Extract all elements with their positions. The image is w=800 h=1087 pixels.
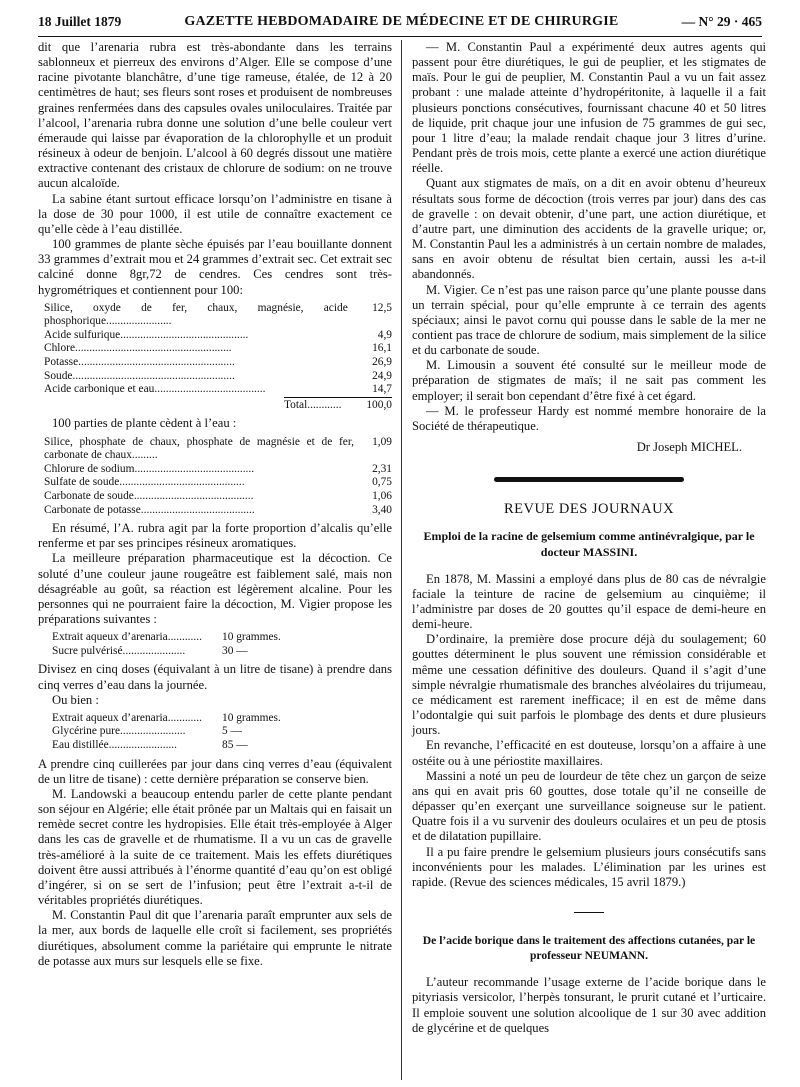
row-label: Silice, phosphate de chaux, phosphate de magnésie et de fer, carbonate de chaux......... bbox=[44, 435, 355, 462]
paragraph: L’auteur recommande l’usage externe de l’acide borique dans le pityriasis versicolor, l’herpès tonsurant, le prurit cutané et l’urticaire. Il emploie souvent une solution alcoolique de 1 sur 30 avec addition de glycérine et de quelques bbox=[412, 975, 766, 1035]
paragraph: La sabine étant surtout efficace lorsqu’on l’administre en tisane à la dose de 30 pour 1000, il est utile de connaître exactement ce qu’elle cède à l’eau distillée. bbox=[38, 191, 392, 236]
row-label: Sulfate de soude............................................ bbox=[44, 476, 245, 489]
paragraph: — M. Constantin Paul a expérimenté deux autres agents qui passent pour être diurétiques, le gui de peuplier, et les stigmates de maïs. Pour le gui de peuplier, M. Constantin Paul a vu un fait assez probant : une malade atteinte d’hydropéritonite, à laquelle il a fait plusieurs ponctions consécutives, fournissant chacune 40 et 50 litres de liquide, prit chaque jour une infusion de 75 grammes de gui sec, pour 1 litre d’eau; la malade rendait chaque jour 3 litres d’urine. Pendant près de trois mois, cette plante a exercé une action diurétique réelle. bbox=[412, 40, 766, 176]
row-value: 1,06 bbox=[372, 489, 392, 502]
paragraph: M. Constantin Paul dit que l’arenaria paraît emprunter aux sels de la mer, aux bords de laquelle elle croît si facilement, ses propriétés diurétiques, absolument comme la pariétaire qui emprunte le nitrate de potasse aux murs sur lesquels elle se fixe. bbox=[38, 908, 392, 968]
paragraph: En 1878, M. Massini a employé dans plus de 80 cas de névralgie faciale la teinture de racine de gelsemium au cinquième; il l’administre par doses de 20 gouttes qu’il espace de demi-heure en demi-heure. bbox=[412, 571, 766, 632]
paragraph: En revanche, l’efficacité en est douteuse, lorsqu’on a affaire à une ostéite ou à une périostite maxillaires. bbox=[412, 738, 766, 768]
row-value: 16,1 bbox=[372, 342, 392, 355]
left-column bbox=[38, 40, 392, 969]
table-row bbox=[44, 490, 392, 504]
quantity: 30 — bbox=[222, 644, 248, 657]
paragraph: Ou bien : bbox=[52, 692, 99, 707]
recipe-two bbox=[52, 712, 352, 753]
row-label: Acide carbonique et eau....................................... bbox=[44, 383, 266, 396]
paragraph: M. Vigier. Ce n’est pas une raison parce qu’une plante pousse dans un terrain spécial, pour qu’elle emprunte à ce terrain des agents spéciaux; ainsi le pavot cornu qui pousse dans le sable de la mer ne contient pas trace de chlorure de sodium, mais simplement de la silice et du carbonate de soude. bbox=[412, 282, 766, 358]
page-header bbox=[38, 8, 762, 37]
paragraph: dit que l’arenaria rubra est très-abondante dans les terrains sablonneux et pierreux des environs d’Alger. Elle se compose d’une racine pivotante blanchâtre, d’une tige rameuse, étalée, de 12 à 20 centimètres de haut; ses fleurs sont roses et produisent de nombreuses graines renfermées dans des capsules ovales uniloculaires. Traitée par l’alcool, l’arenaria rubra donne une solution d’une belle couleur vert émeraude qui laisse par évaporation de la chlorophylle et un produit résineux à odeur de benjoin. L’alcool à 60 degrés dissout une matière extractive contenant des cristaux de chlorure de sodium: on ne trouve aucun alcaloïde. bbox=[38, 40, 392, 191]
recipe-row bbox=[52, 631, 352, 645]
table-row bbox=[44, 356, 392, 370]
paragraph: Quant aux stigmates de maïs, on a dit en avoir obtenu d’heureux résultats sous forme de décoction (trois verres par jour) dans des cas de gravelle : on devait obtenir, d’une part, une action diurétique, et d’autre part, une diminution des accidents de la gravelle urique; or, M. Constantin Paul les a administrés à un certain nombre de malades, sans en avoir obtenu de résultat bien certain, aussi les a-t-il abandonnés. bbox=[412, 176, 766, 282]
right-column bbox=[412, 40, 766, 1036]
quantity: 10 grammes. bbox=[222, 631, 281, 644]
quantity: 85 — bbox=[222, 739, 248, 752]
total-value: 100,0 bbox=[366, 398, 392, 411]
row-value: 12,5 bbox=[372, 301, 392, 314]
table-row bbox=[44, 436, 392, 463]
row-value: 24,9 bbox=[372, 369, 392, 382]
row-value: 1,09 bbox=[372, 435, 392, 448]
quantity: 10 grammes. bbox=[222, 711, 281, 724]
table-row bbox=[44, 302, 392, 329]
row-label: Acide sulfurique............................................. bbox=[44, 328, 249, 341]
section-title: REVUE DES JOURNAUX bbox=[503, 501, 675, 518]
paragraph: Il a pu faire prendre le gelsemium plusieurs jours consécutifs sans inconvénients pour les malades. L’élimination par les urines est rapide. (Revue des sciences médicales, 15 avril 1879.) bbox=[412, 844, 766, 889]
ingredient: Extrait aqueux d’arenaria............ bbox=[52, 631, 202, 644]
article-title: Emploi de la racine de gelsemium comme antinévralgique, par le docteur MASSINI. bbox=[423, 529, 755, 559]
journal-title: GAZETTE HEBDOMADAIRE DE MÉDECINE ET DE CHIRURGIE bbox=[184, 14, 619, 29]
table-row bbox=[44, 476, 392, 490]
paragraph: La meilleure préparation pharmaceutique est la décoction. Ce soluté d’une couleur jaune rougeâtre est faiblement salé, mais non désagréable au goût, sa réaction est légèrement alcaline. Pour les personnes qui ne pourraient faire la décoction, M. Vigier propose les préparations suivantes : bbox=[38, 551, 392, 627]
author-signature: Dr Joseph MICHEL. bbox=[636, 440, 742, 455]
paragraph: 100 grammes de plante sèche épuisés par l’eau bouillante donnent 33 grammes d’extrait mou et 24 grammes d’extrait sec. Cet extrait sec calciné donne 8gr,72 de cendres. Ces cendres sont très-hygrométriques et contiennent pour 100: bbox=[38, 237, 392, 297]
ingredient: Glycérine pure....................... bbox=[52, 725, 186, 738]
row-value: 3,40 bbox=[372, 503, 392, 516]
paragraph: Divisez en cinq doses (équivalant à un litre de tisane) à prendre dans cinq verres d’eau dans la journée. bbox=[38, 662, 392, 692]
table-row bbox=[44, 383, 392, 397]
paragraph: D’ordinaire, la première dose procure déjà du soulagement; 60 gouttes déterminent le plus souvent une rémission considérable et même une cessation définitive des douleurs. Quand il s’agit d’une simple névralgie rhumatismale des branches alvéolaires du trijumeau, ce médicament est rarement inefficace; il en est de même dans l’odontalgie qui suit parfois le plombage des dents et dure plusieurs jours. bbox=[412, 632, 766, 738]
row-label: Silice, oxyde de fer, chaux, magnésie, acide phosphorique....................... bbox=[44, 301, 348, 328]
row-value: 4,9 bbox=[377, 328, 392, 341]
table-row bbox=[44, 329, 392, 343]
table-row bbox=[44, 370, 392, 384]
table-total-row bbox=[284, 397, 392, 413]
recipe-row bbox=[52, 712, 352, 726]
paragraph: M. Landowski a beaucoup entendu parler de cette plante pendant son séjour en Algérie; elle était prônée par un Maltais qui en faisait un remède secret contre les hydropisies. Elle était très-employée à Alger dans les cas de gravelle et de rhumatisme. Il a vu un cas de gravelle très-amélioré à la suite de ce traitement. Mais les effets diurétiques doivent être aussi attribués à l’énorme quantité d’eau qu’on est obligé d’ingérer, si on se sert de l’infusion; peut être l’extrait a-t-il de véritables propriétés diurétiques. bbox=[38, 786, 392, 908]
row-label: Soude......................................................... bbox=[44, 369, 235, 382]
extract-composition-table bbox=[44, 436, 392, 518]
paragraph: 100 parties de plante cèdent à l’eau : bbox=[52, 416, 237, 431]
table-row bbox=[44, 463, 392, 477]
paragraph: A prendre cinq cuillerées par jour dans cinq verres d’eau (équivalent de un litre de tisane) : cette dernière préparation se conserve bien. bbox=[38, 756, 392, 786]
table-row bbox=[44, 342, 392, 356]
row-label: Chlore....................................................... bbox=[44, 342, 232, 355]
row-value: 2,31 bbox=[372, 462, 392, 475]
row-label: Potasse....................................................... bbox=[44, 356, 235, 369]
recipe-row bbox=[52, 725, 352, 739]
paragraph: Massini a noté un peu de lourdeur de tête chez un garçon de seize ans qui en avait pris 60 gouttes, dose totale qu’il ne conseille de dépasser qu’en exerçant une surveillance soigneuse sur le patient. Quatre fois il a vu survenir des douleurs oculaires et un peu de ptosis et de dilatation pupillaire. bbox=[412, 768, 766, 844]
issue-page-number: — N° 29 · 465 bbox=[681, 14, 762, 29]
row-label: Chlorure de sodium.......................................... bbox=[44, 462, 255, 475]
article-separator bbox=[574, 912, 604, 913]
section-separator bbox=[494, 477, 684, 482]
ingredient: Sucre pulvérisé...................... bbox=[52, 644, 186, 657]
row-label: Carbonate de soude.......................................... bbox=[44, 489, 254, 502]
row-value: 0,75 bbox=[372, 476, 392, 489]
article-title: De l’acide borique dans le traitement des affections cutanées, par le professeur NEUMANN. bbox=[422, 933, 756, 963]
row-value: 14,7 bbox=[372, 383, 392, 396]
paragraph: En résumé, l’A. rubra agit par la forte proportion d’alcalis qu’elle renferme et par ses principes résineux aromatiques. bbox=[38, 521, 392, 551]
quantity: 5 — bbox=[222, 725, 242, 738]
paragraph: M. Limousin a souvent été consulté sur le meilleur mode de préparation de stigmates de maïs; il ne sait pas comment les employer; il serait bon cependant d’être fixé à cet égard. bbox=[412, 358, 766, 403]
row-label: Carbonate de potasse........................................ bbox=[44, 503, 255, 516]
recipe-one bbox=[52, 631, 352, 658]
row-value: 26,9 bbox=[372, 356, 392, 369]
table-row bbox=[44, 504, 392, 518]
ingredient: Eau distillée........................ bbox=[52, 739, 177, 752]
ingredient: Extrait aqueux d’arenaria............ bbox=[52, 711, 202, 724]
ash-composition-table bbox=[44, 302, 392, 413]
total-label: Total............ bbox=[284, 398, 342, 411]
recipe-row bbox=[52, 645, 352, 659]
header-date: 18 Juillet 1879 bbox=[38, 14, 122, 29]
paragraph: — M. le professeur Hardy est nommé membre honoraire de la Société de thérapeutique. bbox=[412, 403, 766, 433]
recipe-row bbox=[52, 739, 352, 753]
column-divider bbox=[401, 40, 402, 1080]
